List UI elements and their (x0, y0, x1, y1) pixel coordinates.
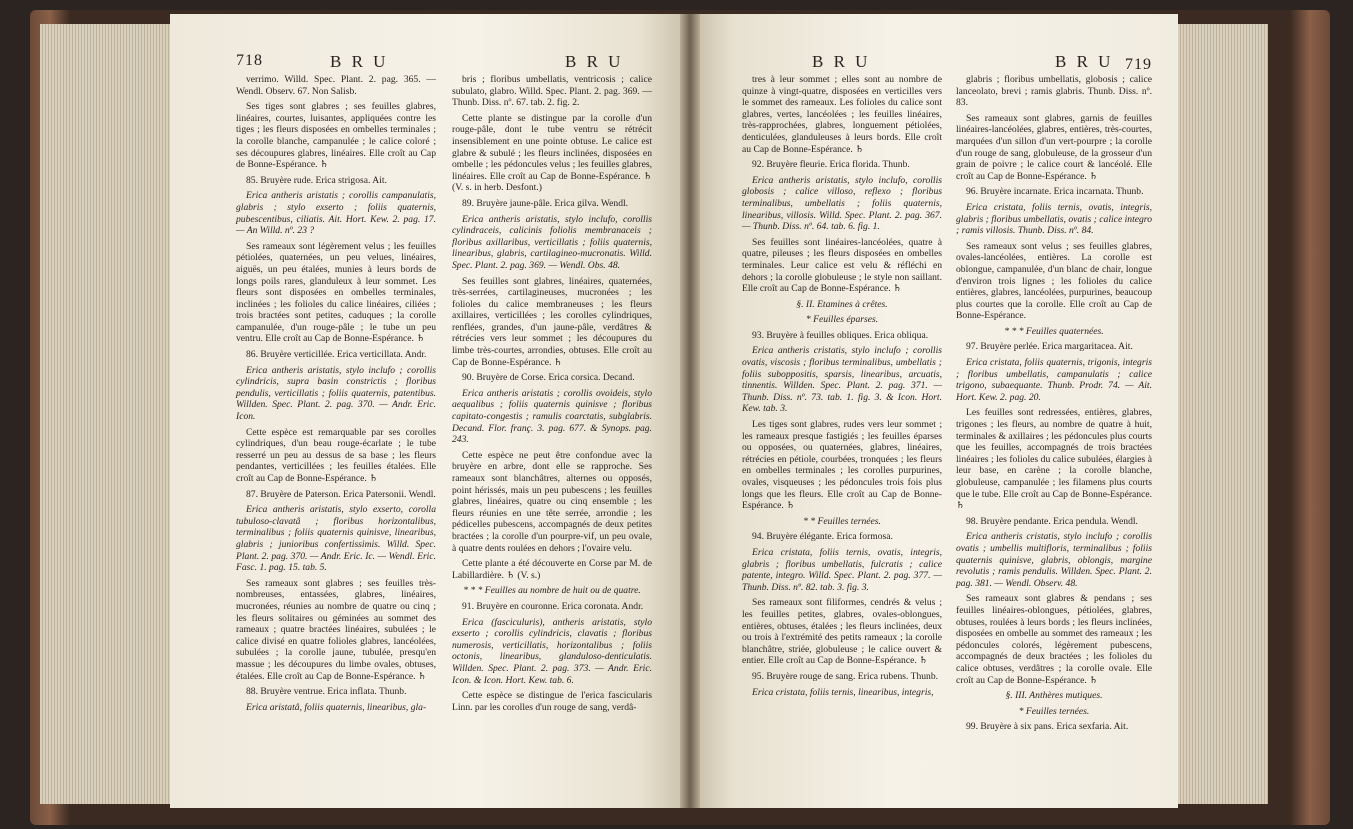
right-column-2 (956, 74, 1152, 737)
paragraph: Erica antheris aristatis, stylo inclufo, corollis cylindraceis, calicinis foliolis membranaceis ; floribus axillaribus, verticillatis ; foliis quaternis, linearibus, glabris, cartilagineo-mucronatis. Willd. Spec. Plant. 2. pag. 369. — Wendl. Obs. 48. (452, 213, 652, 271)
paragraph: Erica cristata, foliis quaternis, trigonis, integris ; floribus umbellatis, campanulatis ; calice trigono, subaequante. Thunb. Prodr. 74. — Ait. Hort. Kew. 2. pag. 20. (956, 357, 1152, 403)
left-running-head: B R U (330, 52, 389, 71)
paragraph: * * * Feuilles au nombre de huit ou de quatre. (463, 585, 641, 597)
left-page (170, 14, 680, 808)
paragraph: Ses rameaux sont velus ; ses feuilles glabres, ovales-lancéolées, entières. La corolle est oblongue, campanulée, d'un blanc de chair, longue d'environ trois lignes ; les folioles du calice entières, glabres, lancéolées, purpurines, beaucoup plus courtes que la corolle. Elle croît au Cap de Bonne-Espérance. (956, 240, 1152, 322)
paragraph: 88. Bruyère ventrue. Erica inflata. Thunb. (246, 686, 407, 698)
paragraph: * * Feuilles ternées. (803, 515, 881, 527)
paragraph: Ses rameaux sont glabres ; ses feuilles très-nombreuses, entassées, glabres, linéaires, mucronées, réunies au nombre de quatre ou cinq ; les fleurs solitaires ou géminées au sommet des rameaux ; quatre bractées linéaires, subulées ; le calice divisé en quatre folioles glabres, lancéolées, subulées ; la corolle jaune, tubulée, presqu'en massue ; les découpures du limbe ovales, obtuses, étalées. Elle croît au Cap de Bonne-Espérance. ♄ (236, 577, 436, 682)
left-running-head-center: B R U (565, 52, 624, 71)
paragraph: verrimo. Willd. Spec. Plant. 2. pag. 365. — Wendl. Observ. 67. Non Salisb. (236, 74, 436, 97)
paragraph: Ses tiges sont glabres ; ses feuilles glabres, linéaires, courtes, luisantes, appliquées contre les tiges ; les fleurs disposées en ombelles terminales ; la corolle blanche, campanulée ; le calice coloré ; ses découpures glabres, linéaires. Elle croît au Cap de Bonne-Espérance. ♄ (236, 101, 436, 171)
paragraph: glabris ; floribus umbellatis, globosis ; calice lanceolato, brevi ; ramis glabris. Thunb. Diss. nº. 83. (956, 74, 1152, 109)
right-running-head: B R U (812, 52, 871, 71)
paragraph: Erica antheris cristatis, stylo inclufo ; corollis ovatis ; umbellis multifloris, terminalibus ; foliis quaternis quinisve, glabris, oblongis, margine revolutis ; ramis pendulis. Willden. Spec. Plant. 2. pag. 381. — Wendl. Observ. 48. (956, 531, 1152, 589)
paragraph: * Feuilles éparses. (805, 314, 879, 326)
paragraph: 91. Bruyère en couronne. Erica coronata. Andr. (462, 600, 644, 612)
paragraph: Erica antheris aristatis, stylo exserto, corolla tubuloso-clavatâ ; floribus horizontalibus, terminalibus ; foliis quaternis quinisve, linearibus, glabris ; junioribus confertissimis. Willd. Spec. Plant. 2. pag. 370. — Andr. Eric. Ic. — Wendl. Eric. Fasc. 1. pag. 15. tab. 5. (236, 504, 436, 574)
paragraph: Erica antheris aristatis, stylo inclufo, corollis globosis ; calice villoso, reflexo ; floribus terminalibus, umbellatis ; foliis quaternis, linearibus, villosis. Willd. Spec. Plant. 2. pag. 367. — Thunb. Diss. nº. 64. tab. 6. fig. 1. (742, 174, 942, 233)
paragraph: 96. Bruyère incarnate. Erica incarnata. Thunb. (966, 186, 1144, 198)
paragraph: 89. Bruyère jaune-pâle. Erica gilva. Wendl. (462, 197, 629, 209)
paragraph: Ses rameaux sont filiformes, cendrés & velus ; les feuilles petites, glabres, ovales-oblongues, entières, obtuses, étalées ; les fleurs inclinées, deux ou trois à l'extrémité des petits rameaux ; la corolle blanchâtre, striée, globuleuse ; le calice ouvert & entier. Elle croît au Cap de Bonne-Espérance. ♄ (742, 597, 942, 667)
paragraph: Ses feuilles sont glabres, linéaires, quaternées, très-serrées, cartilagineuses, mucronées ; les folioles du calice membraneuses ; les fleurs axillaires, verticillées ; les corolles cylindriques, renflées, grandes, d'un jaune-pâle, verdâtres & rétrécies vers leur sommet ; les découpures du limbe très-courtes, arrondies, obtuses. Elle croît au Cap de Bonne-Espérance. ♄ (452, 275, 652, 368)
right-page-edges (1178, 24, 1268, 804)
paragraph: 99. Bruyère à six pans. Erica sexfaria. Ait. (966, 721, 1129, 733)
paragraph: bris ; floribus umbellatis, ventricosis ; calice subulato, glabro. Willd. Spec. Plant. 2. pag. 369. — Thunb. Diss. nº. 67. tab. 2. fig. 2. (452, 74, 652, 109)
paragraph: Erica aristatâ, foliis quaternis, linearibus, gla- (246, 701, 427, 713)
paragraph: 97. Bruyère perlée. Erica margaritacea. Ait. (966, 341, 1133, 353)
paragraph: 98. Bruyère pendante. Erica pendula. Wendl. (966, 515, 1138, 527)
paragraph: 93. Bruyère à feuilles obliques. Erica obliqua. (752, 329, 929, 341)
paragraph: 85. Bruyère rude. Erica strigosa. Ait. (246, 174, 387, 186)
paragraph: * Feuilles ternées. (1018, 705, 1090, 717)
paragraph: Cette plante se distingue par la corolle d'un rouge-pâle, dont le tube ventru se rétrécit insensiblement en une pointe obtuse. Le calice est glabre & subulé ; les fleurs inclinées, disposées en ombelle ; les pédoncules velus ; les feuilles glabres, linéaires. Elle croît au Cap de Bonne-Espérance. ♄ (V. s. in herb. Desfont.) (452, 112, 652, 194)
paragraph: Erica antheris aristatis ; corollis ovoideis, stylo aequalibus ; foliis quaternis quinisve ; floribus capitato-congestis ; ramulis coarctatis, subglabris. Decand. Flor. franç. 3. pag. 677. & Synops. pag. 243. (452, 387, 652, 446)
paragraph: Ses rameaux sont glabres, garnis de feuilles linéaires-lancéolées, glabres, entières, très-courtes, marquées d'un sillon d'un vert-pourpre ; la corolle d'un rouge de sang, globuleuse, de la grosseur d'un grain de poivre ; le calice court & lancéolé. Elle croît au Cap de Bonne-Espérance. ♄ (956, 112, 1152, 182)
right-page (700, 14, 1178, 808)
left-page-number: 718 (236, 52, 263, 69)
left-column-2 (452, 74, 652, 717)
paragraph: Erica antheris cristatis, stylo inclufo ; corollis ovatis, viscosis ; floribus terminalibus, umbellatis ; foliis suboppositis, sparsis, linearibus, arcuatis, tinnentis. Willden. Spec. Plant. 2. pag. 371. — Thunb. Diss. nº. 73. tab. 1. fig. 3. & Icon. Hort. Kew. tab. 3. (742, 345, 942, 415)
paragraph: Cette espèce ne peut être confondue avec la bruyère en arbre, dont elle se rapproche. Ses rameaux sont blanchâtres, alternes ou opposés, point hérissés, mais un peu pubescens ; les feuilles glabres, linéaires, quatre ou cinq ensemble ; les fleurs réunies en une tête serrée, arrondie ; les pédicelles pubescens, accompagnés de deux petites bractées ; la corolle d'un pourpre-vif, un peu ovale, à quatre dents roulées en dehors ; l'ovaire velu. (452, 449, 652, 554)
paragraph: Ses rameaux sont glabres & pendans ; ses feuilles linéaires-oblongues, pétiolées, glabres, obtuses, roulées à leurs bords ; les fleurs inclinées, disposées en ombelle au sommet des rameaux ; les pédoncules colorés, légèrement pubescens, accompagnés de deux bractées ; les folioles du calice obtuses, verdâtres ; la corolle ovale. Elle croît au Cap de Bonne-Espérance. ♄ (956, 593, 1152, 686)
paragraph: * * * Feuilles quaternées. (1004, 325, 1104, 337)
paragraph: 87. Bruyère de Paterson. Erica Patersonii. Wendl. (246, 488, 436, 500)
paragraph: Erica cristata, foliis ternis, linearibus, integris, (752, 686, 934, 698)
paragraph: tres à leur sommet ; elles sont au nombre de quinze à vingt-quatre, disposées en verticilles vers le sommet des rameaux. Les folioles du calice sont glabres, vertes, lancéolées ; les feuilles linéaires, très-rapprochées, glabres, longuement pétiolées, denticulées, glanduleuses à leurs bords. Elle croît au Cap de Bonne-Espérance. ♄ (742, 74, 942, 155)
paragraph: 90. Bruyère de Corse. Erica corsica. Decand. (462, 372, 635, 384)
paragraph: Cette espèce se distingue de l'erica fascicularis Linn. par les corolles d'un rouge de sang, verdâ- (452, 690, 652, 713)
paragraph: Ses rameaux sont légèrement velus ; les feuilles pétiolées, quaternées, un peu velues, linéaires, aiguës, un peu étalées, munies à leurs bords de longs poils rares, glanduleux à leur sommet. Les fleurs sont disposées en ombelles terminales, inclinées ; les folioles du calice linéaires, ciliées ; trois bractées sont petites, caduques ; la corolle campanulée, d'un rouge-pâle ; le tube un peu ventru. Elle croît au Cap de Bonne-Espérance. ♄ (236, 240, 436, 345)
paragraph: 86. Bruyère verticillée. Erica verticillata. Andr. (246, 349, 427, 361)
right-page-number: 719 (1125, 56, 1152, 73)
paragraph: Erica antheris aristatis ; corollis campanulatis, glabris ; stylo exserto ; foliis quaternis, pubescentibus, ciliatis. Ait. Hort. Kew. 2. pag. 17. — An Willd. nº. 23 ? (236, 190, 436, 237)
paragraph: Ses feuilles sont linéaires-lancéolées, quatre à quatre, pileuses ; les fleurs disposées en ombelles terminales. Leur calice est velu & réfléchi en dehors ; la corolle globuleuse ; le style non saillant. Elle croît au Cap de Bonne-Espérance. ♄ (742, 236, 942, 295)
left-column-1 (236, 74, 436, 717)
paragraph: Les tiges sont glabres, rudes vers leur sommet ; les rameaux presque fastigiés ; les feuilles éparses ou opposées, ou quaternées, glabres, linéaires, rétrécies en pétiole, courbées, tronquées ; les fleurs en ombelles terminales ; les corolles purpurines, ovales, visqueuses ; les pédoncules trois fois plus longs que les fleurs. Elle croît au Cap de Bonne-Espérance. ♄ (742, 419, 942, 512)
paragraph: Cette espèce est remarquable par ses corolles cylindriques, d'un beau rouge-écarlate ; le tube resserré un peu au dessus de sa base ; les fleurs pendantes, verticillées ; les feuilles étalées. Elle croît au Cap de Bonne-Espérance. ♄ (236, 426, 436, 484)
book-gutter (680, 14, 700, 808)
paragraph: 95. Bruyère rouge de sang. Erica rubens. Thunb. (752, 670, 939, 682)
paragraph: 94. Bruyère élégante. Erica formosa. (752, 531, 893, 543)
paragraph: Erica (fasciculuris), antheris aristatis, stylo exserto ; corollis cylindricis, clavatis ; floribus numerosis, verticillatis, horizontalibus ; foliis octonis, linearibus, glanduloso-denticulatis. Willden. Spec. Plant. 2. pag. 373. — Andr. Eric. Icon. & Icon. Hort. Kew. tab. 6. (452, 616, 652, 686)
left-page-edges (40, 24, 170, 804)
paragraph: Les feuilles sont redressées, entières, glabres, trigones ; les fleurs, au nombre de quatre à huit, terminales & axillaires ; les pédoncules plus courts que les feuilles, accompagnés de trois bractées linéaires ; les folioles du calice subulées, élargies à leur base, en carène ; la corolle blanche, globuleuse, campanulée ; les filamens plus courts que le tube. Elle croît au Cap de Bonne-Espérance. ♄ (956, 407, 1152, 512)
paragraph: §. II. Etamines à crêtes. (796, 298, 888, 310)
paragraph: Erica cristata, foliis ternis, ovatis, integris, glabris ; floribus umbellatis, fulcratis ; calice patente, integro. Willd. Spec. Plant. 2. pag. 377. — Thunb. Diss. nº. 82. tab. 3. fig. 3. (742, 546, 942, 593)
paragraph: Cette plante a été découverte en Corse par M. de Labillardière. ♄ (V. s.) (452, 558, 652, 581)
paragraph: §. III. Anthères mutiques. (1005, 690, 1103, 702)
right-running-head-right: B R U (1055, 52, 1114, 71)
paragraph: Erica cristata, foliis ternis, ovatis, integris, glabris ; floribus umbellatis, ovatis ; calice integro ; ramis villosis. Thunb. Diss. nº. 84. (956, 201, 1152, 237)
paragraph: Erica antheris aristatis, stylo inclufo ; corollis cylindricis, supra basin constrictis ; floribus pendulis, verticillatis ; foliis quaternis, patentibus. Willden. Spec. Plant. 2. pag. 370. — Andr. Eric. Icon. (236, 364, 436, 423)
paragraph: 92. Bruyère fleurie. Erica florida. Thunb. (752, 159, 910, 171)
right-column-1 (742, 74, 942, 702)
